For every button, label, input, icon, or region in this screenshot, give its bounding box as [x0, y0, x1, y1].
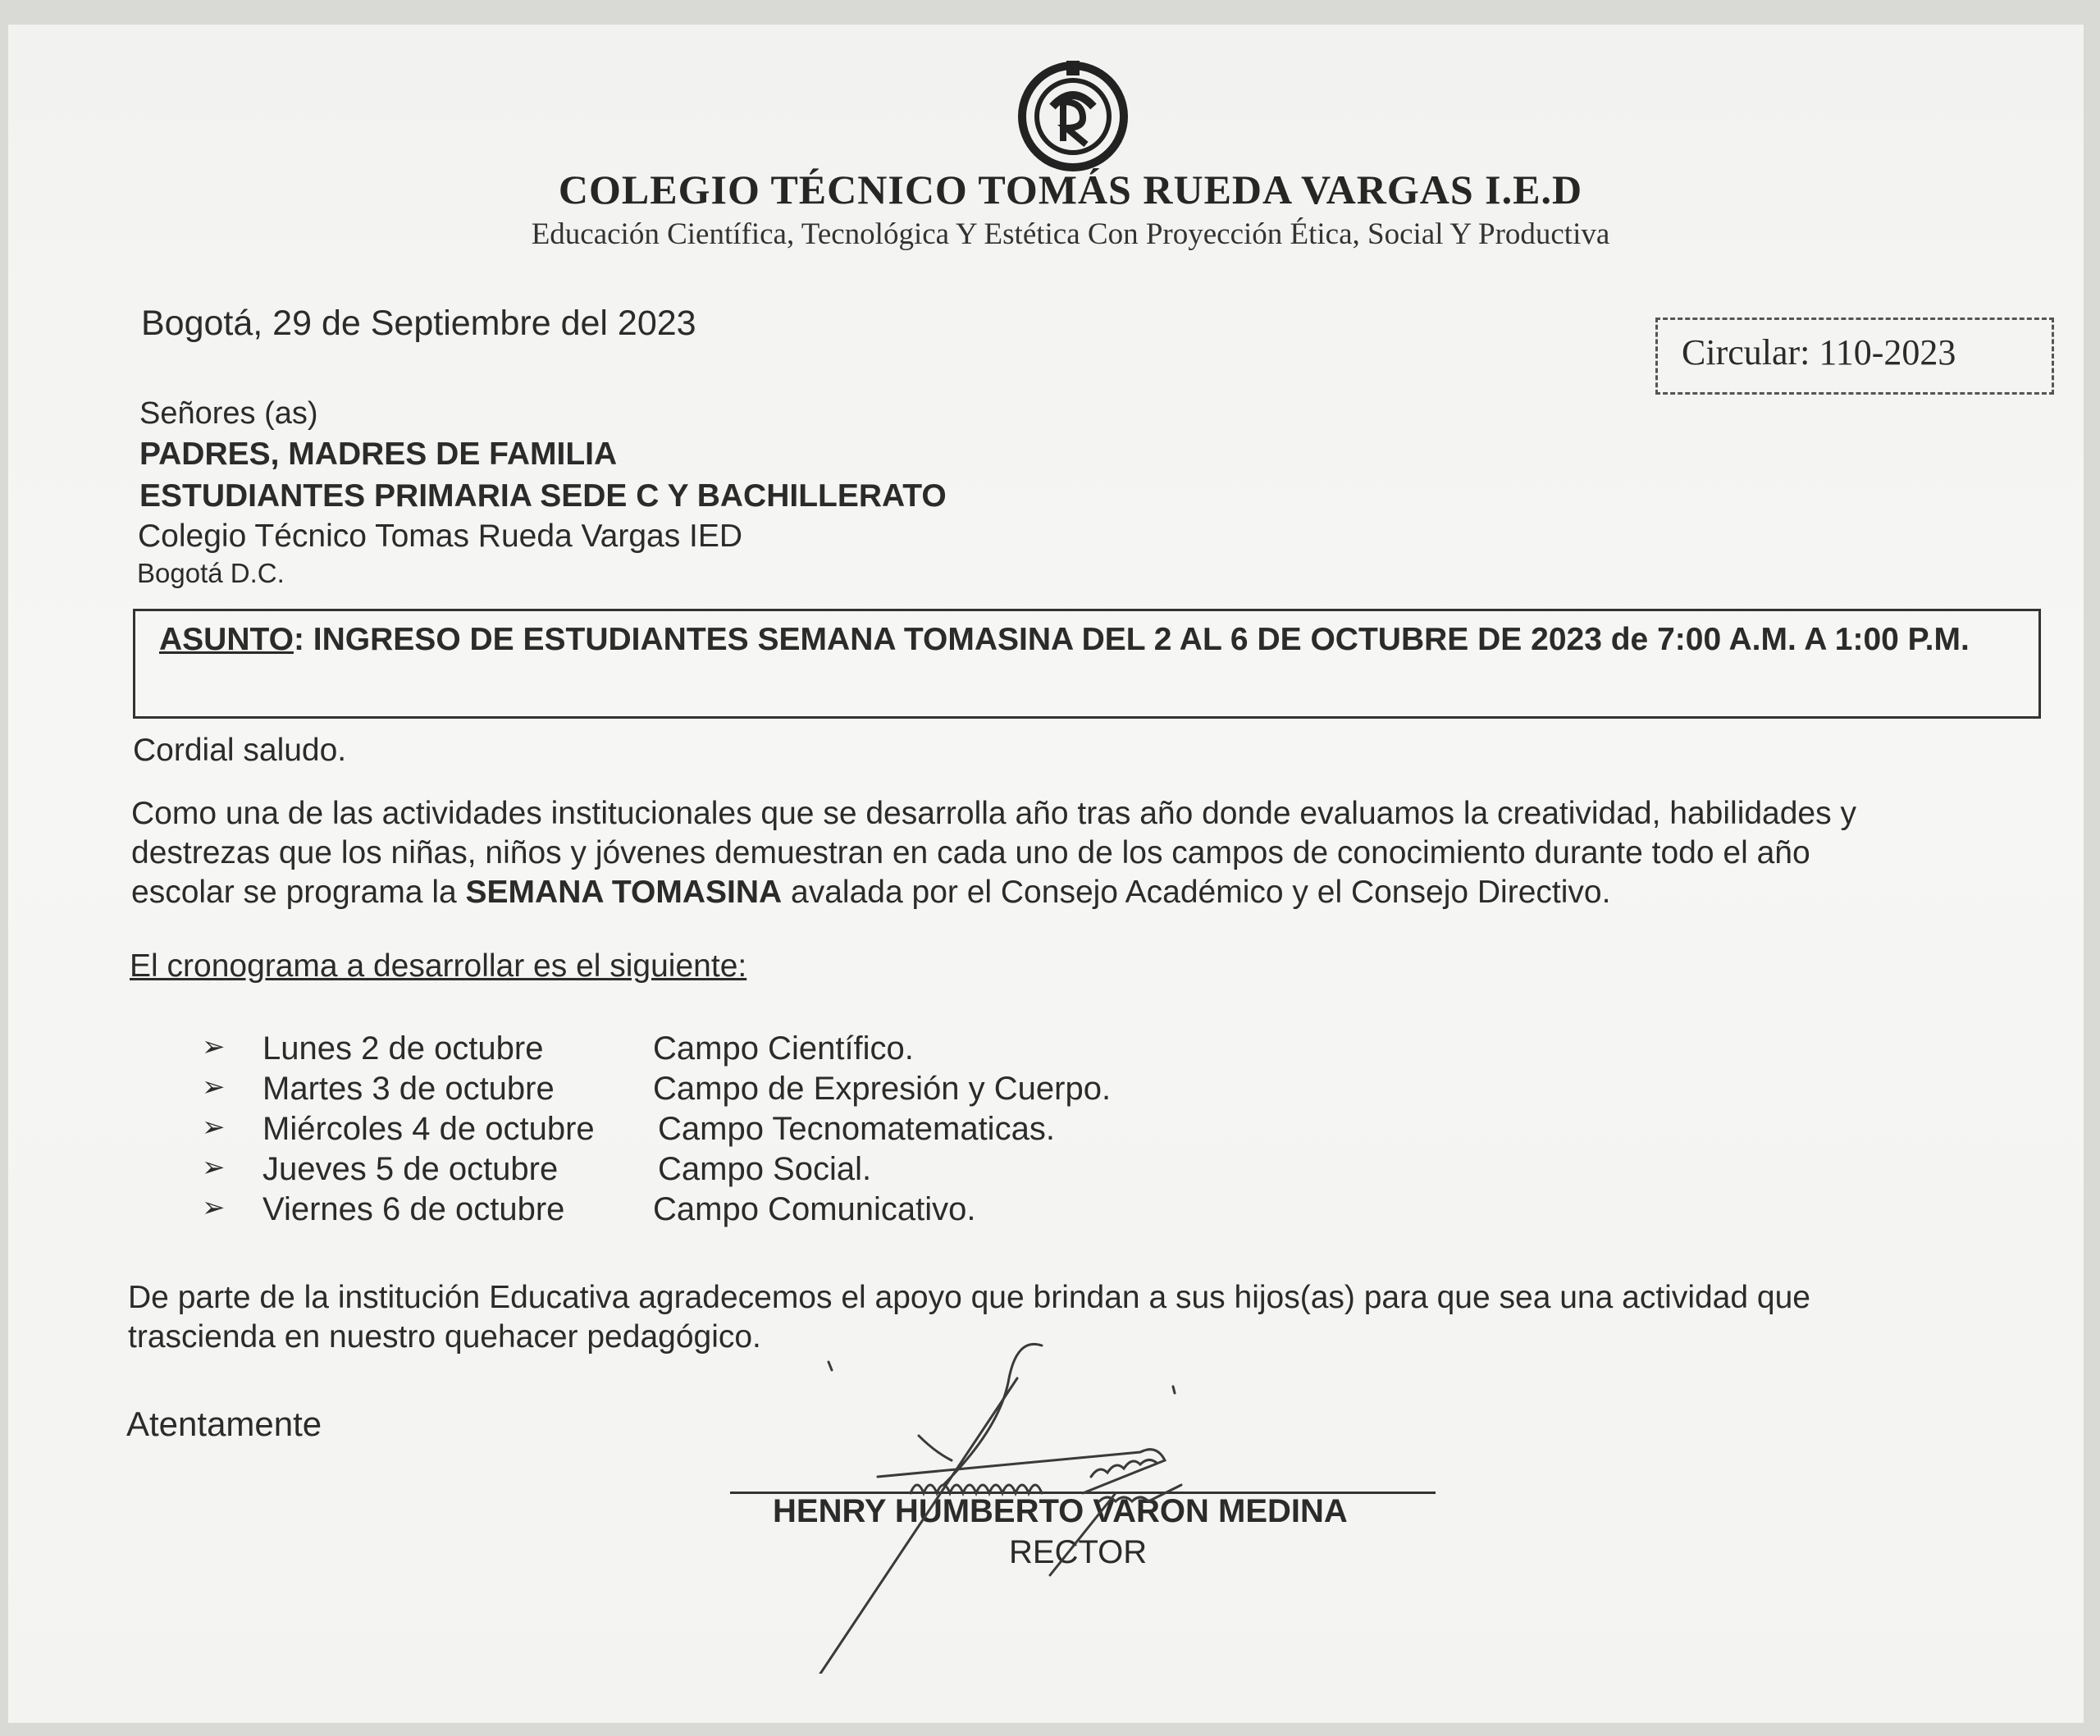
arrow-bullet-icon: ➢ [202, 1031, 226, 1062]
paragraph-text: escolar se programa la [131, 875, 466, 910]
recipient-line: Colegio Técnico Tomas Rueda Vargas IED [138, 519, 743, 554]
subject [159, 620, 2021, 660]
handwritten-signature [771, 1329, 1280, 1674]
subject-label: ASUNTO [159, 622, 294, 657]
school-name: COLEGIO TÉCNICO TOMÁS RUEDA VARGAS I.E.D [558, 167, 1583, 212]
closing: Atentamente [126, 1405, 322, 1443]
paragraph-line: De parte de la institución Educativa agradecemos el apoyo que brindan a sus hijos(as) para que sea una actividad que [128, 1280, 1810, 1315]
paragraph-line: Como una de las actividades institucionales que se desarrolla año tras año donde evaluamos la creatividad, habilidades y [131, 796, 1856, 831]
schedule-day: Martes 3 de octubre [262, 1071, 555, 1107]
letter-page [8, 25, 2084, 1723]
paragraph-intro [131, 794, 1856, 912]
arrow-bullet-icon: ➢ [202, 1192, 226, 1223]
arrow-bullet-icon: ➢ [202, 1152, 226, 1183]
recipient-line: Bogotá D.C. [137, 558, 285, 588]
paragraph-line: trascienda en nuestro quehacer pedagógico. [128, 1319, 761, 1355]
event-name: SEMANA TOMASINA [465, 875, 783, 910]
salutation: Señores (as) [139, 396, 318, 431]
schedule-field: Campo Científico. [653, 1030, 914, 1067]
greeting: Cordial saludo. [133, 733, 347, 768]
arrow-bullet-icon: ➢ [202, 1112, 226, 1143]
signer-title: RECTOR [1009, 1534, 1148, 1570]
schedule-day: Lunes 2 de octubre [262, 1030, 544, 1067]
schedule-intro: El cronograma a desarrollar es el siguiente: [130, 948, 747, 984]
schedule-field: Campo Social. [658, 1151, 872, 1187]
subject-text: : INGRESO DE ESTUDIANTES SEMANA TOMASINA DEL 2 AL 6 DE OCTUBRE DE 2023 de 7:00 A.M. A 1:00 P.M. [293, 622, 1970, 657]
schedule-field: Campo Tecnomatematicas. [658, 1111, 1055, 1147]
school-motto: Educación Científica, Tecnológica Y Estética Con Proyección Ética, Social Y Productiva [531, 217, 1610, 251]
circular-number: Circular: 110-2023 [1682, 332, 1956, 372]
schedule-day: Jueves 5 de octubre [262, 1151, 559, 1187]
paragraph-line: destrezas que los niñas, niños y jóvenes demuestran en cada uno de los campos de conocimiento durante todo el año [131, 835, 1810, 870]
paragraph-text: avalada por el Consejo Académico y el Consejo Directivo. [782, 875, 1611, 910]
schedule-day: Viernes 6 de octubre [262, 1191, 565, 1227]
arrow-bullet-icon: ➢ [202, 1071, 226, 1103]
schedule-day: Miércoles 4 de octubre [262, 1111, 595, 1147]
recipient-line: PADRES, MADRES DE FAMILIA [139, 436, 618, 472]
letter-date: Bogotá, 29 de Septiembre del 2023 [141, 304, 696, 343]
paragraph-line [131, 873, 1856, 912]
recipient-line: ESTUDIANTES PRIMARIA SEDE C Y BACHILLERATO [139, 478, 947, 514]
schedule-field: Campo Comunicativo. [653, 1191, 976, 1227]
school-crest-icon [1016, 59, 1130, 174]
signer-name: HENRY HUMBERTO VARON MEDINA [773, 1493, 1348, 1529]
schedule-field: Campo de Expresión y Cuerpo. [653, 1071, 1112, 1107]
